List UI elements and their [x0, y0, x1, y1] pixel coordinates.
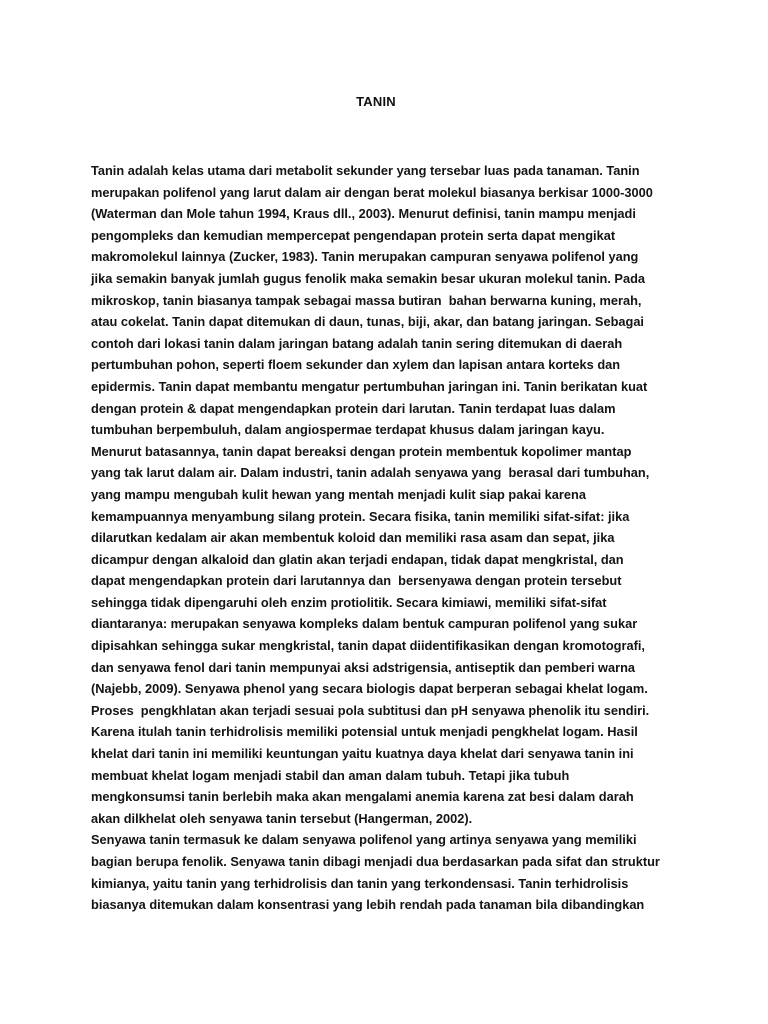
- text-line: contoh dari lokasi tanin dalam jaringan batang adalah tanin sering ditemukan di daerah: [91, 335, 623, 351]
- text-line: pertumbuhan pohon, seperti floem sekunder dan xylem dan lapisan antara korteks dan: [91, 357, 621, 373]
- text-line: yang mampu mengubah kulit hewan yang mentah menjadi kulit siap pakai karena: [91, 486, 586, 502]
- text-line: dilarutkan kedalam air akan membentuk koloid dan memiliki rasa asam dan sepat, jika: [91, 530, 615, 546]
- text-line: Karena itulah tanin terhidrolisis memiliki potensial untuk menjadi pengkhelat logam. Hasil: [91, 724, 638, 740]
- text-line: pengompleks dan kemudian mempercepat pengendapan protein serta dapat mengikat: [91, 227, 616, 243]
- body-text: [91, 160, 691, 916]
- text-line: (Najebb, 2009). Senyawa phenol yang secara biologis dapat berperan sebagai khelat logam.: [91, 681, 648, 697]
- text-line: (Waterman dan Mole tahun 1994, Kraus dll., 2003). Menurut definisi, tanin mampu menjadi: [91, 206, 636, 222]
- text-line: diantaranya: merupakan senyawa kompleks dalam bentuk campuran polifenol yang sukar: [91, 616, 638, 632]
- page-title: TANIN: [356, 94, 396, 109]
- text-line: khelat dari tanin ini memiliki keuntungan yaitu kuatnya daya khelat dari senyawa tanin ini: [91, 746, 634, 762]
- text-line: dengan protein & dapat mengendapkan protein dari larutan. Tanin terdapat luas dalam: [91, 400, 616, 416]
- text-line: atau cokelat. Tanin dapat ditemukan di daun, tunas, biji, akar, dan batang jaringan. Sebagai: [91, 314, 644, 330]
- text-line: sehingga tidak dipengaruhi oleh enzim protiolitik. Secara kimiawi, memiliki sifat-sifat: [91, 594, 607, 610]
- text-line: tumbuhan berpembuluh, dalam angiospermae terdapat khusus dalam jaringan kayu.: [91, 422, 605, 438]
- text-line: makromolekul lainnya (Zucker, 1983). Tanin merupakan campuran senyawa polifenol yang: [91, 249, 639, 265]
- text-line: Menurut batasannya, tanin dapat bereaksi dengan protein membentuk kopolimer mantap: [91, 443, 632, 459]
- text-line: Tanin adalah kelas utama dari metabolit sekunder yang tersebar luas pada tanaman. Tanin: [91, 163, 640, 178]
- text-line: mikroskop, tanin biasanya tampak sebagai massa butiran bahan berwarna kuning, merah,: [91, 292, 642, 308]
- text-line: membuat khelat logam menjadi stabil dan aman dalam tubuh. Tetapi jika tubuh: [91, 767, 570, 783]
- text-line: bagian berupa fenolik. Senyawa tanin dibagi menjadi dua berdasarkan pada sifat dan struktur: [91, 854, 660, 869]
- text-line: dan senyawa fenol dari tanin mempunyai aksi adstrigensia, antiseptik dan pemberi warna: [91, 659, 636, 675]
- text-line: yang tak larut dalam air. Dalam industri, tanin adalah senyawa yang berasal dari tumbuhan,: [91, 465, 650, 481]
- text-line: dipisahkan sehingga sukar mengkristal, tanin dapat diidentifikasikan dengan kromotografi,: [91, 638, 645, 654]
- text-line: jika semakin banyak jumlah gugus fenolik maka semakin besar ukuran molekul tanin. Pada: [91, 270, 646, 286]
- text-line: akan dilkhelat oleh senyawa tanin tersebut (Hangerman, 2002).: [91, 810, 473, 826]
- text-line: kemampuannya menyambung silang protein. Secara fisika, tanin memiliki sifat-sifat: jika: [91, 508, 630, 524]
- text-line: epidermis. Tanin dapat membantu mengatur pertumbuhan jaringan ini. Tanin berikatan kuat: [91, 378, 648, 394]
- text-line: dicampur dengan alkaloid dan glatin akan terjadi endapan, tidak dapat mengkristal, dan: [91, 551, 624, 567]
- text-line: merupakan polifenol yang larut dalam air dengan berat molekul biasanya berkisar 1000-3000: [91, 184, 653, 200]
- text-line: mengkonsumsi tanin berlebih maka akan mengalami anemia karena zat besi dalam darah: [91, 789, 634, 805]
- text-line: dapat mengendapkan protein dari larutannya dan bersenyawa dengan protein tersebut: [91, 573, 622, 589]
- text-line: Senyawa tanin termasuk ke dalam senyawa polifenol yang artinya senyawa yang memiliki: [91, 832, 637, 848]
- text-line: Proses pengkhlatan akan terjadi sesuai pola subtitusi dan pH senyawa phenolik itu sendiri.: [91, 702, 650, 718]
- text-line: kimianya, yaitu tanin yang terhidrolisis dan tanin yang terkondensasi. Tanin terhidrolisis: [91, 875, 629, 891]
- text-line: biasanya ditemukan dalam konsentrasi yang lebih rendah pada tanaman bila dibandingkan: [91, 897, 645, 913]
